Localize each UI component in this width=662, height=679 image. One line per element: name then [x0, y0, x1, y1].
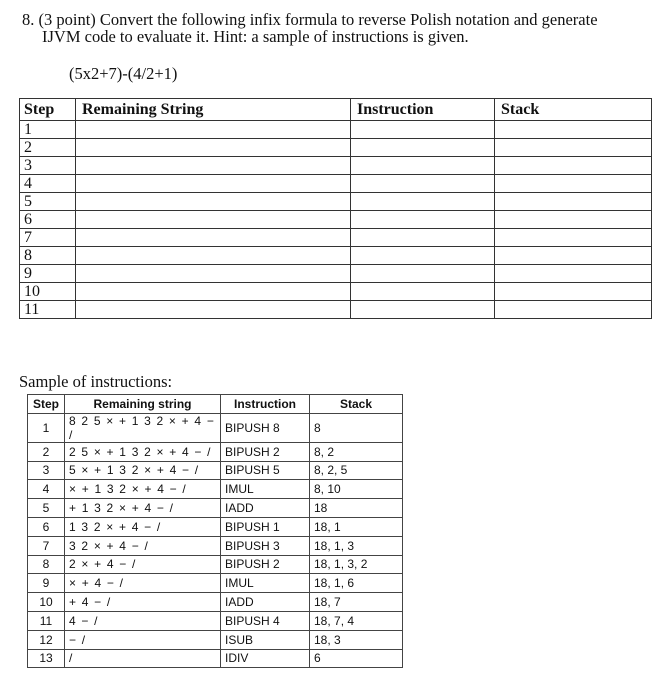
- answer-instruction-cell: [351, 211, 495, 229]
- answer-remaining-cell: [76, 229, 351, 247]
- sample-stack-cell: 8, 2: [310, 442, 403, 461]
- answer-step-cell: 5: [20, 193, 76, 211]
- answer-step-cell: 11: [20, 301, 76, 319]
- sample-step-cell: 4: [28, 480, 65, 499]
- header-remaining-string: Remaining String: [76, 99, 351, 121]
- answer-row: [20, 193, 652, 211]
- sample-instruction-cell: BIPUSH 8: [221, 413, 310, 442]
- sample-step-cell: 1: [28, 413, 65, 442]
- answer-step-cell: 7: [20, 229, 76, 247]
- sample-step-cell: 7: [28, 536, 65, 555]
- sample-remaining-cell: + 1 3 2 × + 4 − /: [65, 499, 221, 518]
- answer-step-cell: 1: [20, 121, 76, 139]
- sample-instruction-cell: IADD: [221, 593, 310, 612]
- sample-step-cell: 9: [28, 574, 65, 593]
- answer-stack-cell: [495, 139, 652, 157]
- sample-table: [27, 394, 403, 668]
- answer-remaining-cell: [76, 139, 351, 157]
- sample-remaining-cell: 5 × + 1 3 2 × + 4 − /: [65, 461, 221, 480]
- sample-step-cell: 2: [28, 442, 65, 461]
- answer-instruction-cell: [351, 139, 495, 157]
- answer-stack-cell: [495, 229, 652, 247]
- sample-stack-cell: 18, 7: [310, 593, 403, 612]
- sample-row: [28, 499, 403, 518]
- sample-instruction-cell: IDIV: [221, 649, 310, 668]
- sample-header-stack: Stack: [310, 395, 403, 414]
- sample-instruction-cell: BIPUSH 2: [221, 555, 310, 574]
- answer-row: [20, 301, 652, 319]
- answer-remaining-cell: [76, 301, 351, 319]
- answer-stack-cell: [495, 265, 652, 283]
- sample-header-instruction: Instruction: [221, 395, 310, 414]
- sample-remaining-cell: 2 5 × + 1 3 2 × + 4 − /: [65, 442, 221, 461]
- answer-remaining-cell: [76, 175, 351, 193]
- sample-stack-cell: 18, 1: [310, 517, 403, 536]
- sample-instruction-cell: BIPUSH 2: [221, 442, 310, 461]
- answer-stack-cell: [495, 157, 652, 175]
- sample-stack-cell: 18, 7, 4: [310, 611, 403, 630]
- sample-remaining-cell: 3 2 × + 4 − /: [65, 536, 221, 555]
- answer-row: [20, 211, 652, 229]
- answer-table: [19, 98, 652, 319]
- sample-stack-cell: 18, 3: [310, 630, 403, 649]
- answer-step-cell: 2: [20, 139, 76, 157]
- answer-instruction-cell: [351, 247, 495, 265]
- sample-instruction-cell: IADD: [221, 499, 310, 518]
- answer-remaining-cell: [76, 121, 351, 139]
- answer-row: [20, 175, 652, 193]
- answer-step-cell: 3: [20, 157, 76, 175]
- answer-step-cell: 10: [20, 283, 76, 301]
- sample-stack-cell: 18, 1, 3, 2: [310, 555, 403, 574]
- sample-header-remaining: Remaining string: [65, 395, 221, 414]
- sample-instruction-cell: BIPUSH 5: [221, 461, 310, 480]
- answer-remaining-cell: [76, 193, 351, 211]
- sample-row: [28, 413, 403, 442]
- sample-stack-cell: 8, 2, 5: [310, 461, 403, 480]
- answer-instruction-cell: [351, 265, 495, 283]
- sample-row: [28, 517, 403, 536]
- sample-step-cell: 8: [28, 555, 65, 574]
- sample-row: [28, 555, 403, 574]
- sample-remaining-cell: + 4 − /: [65, 593, 221, 612]
- sample-remaining-cell: × + 4 − /: [65, 574, 221, 593]
- sample-remaining-cell: 8 2 5 × + 1 3 2 × + 4 − /: [65, 413, 221, 442]
- answer-instruction-cell: [351, 193, 495, 211]
- answer-step-cell: 4: [20, 175, 76, 193]
- sample-row: [28, 593, 403, 612]
- sample-remaining-cell: 2 × + 4 − /: [65, 555, 221, 574]
- question-text: [22, 11, 652, 45]
- sample-row: [28, 649, 403, 668]
- answer-row: [20, 157, 652, 175]
- answer-step-cell: 6: [20, 211, 76, 229]
- answer-stack-cell: [495, 211, 652, 229]
- sample-instruction-cell: BIPUSH 4: [221, 611, 310, 630]
- infix-formula: (5x2+7)-(4/2+1): [69, 64, 178, 83]
- sample-instruction-cell: BIPUSH 1: [221, 517, 310, 536]
- answer-stack-cell: [495, 247, 652, 265]
- answer-stack-cell: [495, 283, 652, 301]
- answer-row: [20, 121, 652, 139]
- sample-row: [28, 574, 403, 593]
- sample-row: [28, 536, 403, 555]
- sample-remaining-cell: 1 3 2 × + 4 − /: [65, 517, 221, 536]
- sample-stack-cell: 8, 10: [310, 480, 403, 499]
- sample-stack-cell: 18: [310, 499, 403, 518]
- answer-remaining-cell: [76, 157, 351, 175]
- sample-step-cell: 11: [28, 611, 65, 630]
- sample-row: [28, 611, 403, 630]
- answer-row: [20, 229, 652, 247]
- sample-instruction-cell: IMUL: [221, 574, 310, 593]
- sample-remaining-cell: 4 − /: [65, 611, 221, 630]
- sample-row: [28, 630, 403, 649]
- answer-row: [20, 265, 652, 283]
- sample-instruction-cell: ISUB: [221, 630, 310, 649]
- sample-step-cell: 12: [28, 630, 65, 649]
- sample-title: Sample of instructions:: [19, 372, 173, 391]
- sample-instruction-cell: BIPUSH 3: [221, 536, 310, 555]
- sample-remaining-cell: − /: [65, 630, 221, 649]
- sample-instruction-cell: IMUL: [221, 480, 310, 499]
- sample-stack-cell: 18, 1, 6: [310, 574, 403, 593]
- sample-remaining-cell: × + 1 3 2 × + 4 − /: [65, 480, 221, 499]
- answer-remaining-cell: [76, 265, 351, 283]
- sample-table-header: [28, 395, 403, 414]
- answer-row: [20, 139, 652, 157]
- answer-remaining-cell: [76, 211, 351, 229]
- sample-step-cell: 13: [28, 649, 65, 668]
- answer-stack-cell: [495, 175, 652, 193]
- answer-table-header: [20, 99, 652, 121]
- answer-instruction-cell: [351, 283, 495, 301]
- header-instruction: Instruction: [351, 99, 495, 121]
- header-step: Step: [20, 99, 76, 121]
- answer-step-cell: 9: [20, 265, 76, 283]
- answer-instruction-cell: [351, 229, 495, 247]
- sample-remaining-cell: /: [65, 649, 221, 668]
- answer-stack-cell: [495, 301, 652, 319]
- sample-step-cell: 6: [28, 517, 65, 536]
- answer-instruction-cell: [351, 301, 495, 319]
- question-line-2: IJVM code to evaluate it. Hint: a sample of instructions is given.: [42, 27, 469, 46]
- answer-step-cell: 8: [20, 247, 76, 265]
- header-stack: Stack: [495, 99, 652, 121]
- answer-row: [20, 247, 652, 265]
- answer-row: [20, 283, 652, 301]
- sample-step-cell: 3: [28, 461, 65, 480]
- sample-stack-cell: 18, 1, 3: [310, 536, 403, 555]
- answer-instruction-cell: [351, 175, 495, 193]
- sample-header-step: Step: [28, 395, 65, 414]
- sample-row: [28, 480, 403, 499]
- sample-step-cell: 10: [28, 593, 65, 612]
- answer-instruction-cell: [351, 157, 495, 175]
- question-line-1: 8. (3 point) Convert the following infix formula to reverse Polish notation and generate: [22, 10, 598, 29]
- sample-step-cell: 5: [28, 499, 65, 518]
- sample-stack-cell: 8: [310, 413, 403, 442]
- answer-remaining-cell: [76, 283, 351, 301]
- answer-instruction-cell: [351, 121, 495, 139]
- answer-stack-cell: [495, 121, 652, 139]
- sample-row: [28, 442, 403, 461]
- sample-row: [28, 461, 403, 480]
- sample-stack-cell: 6: [310, 649, 403, 668]
- answer-remaining-cell: [76, 247, 351, 265]
- answer-stack-cell: [495, 193, 652, 211]
